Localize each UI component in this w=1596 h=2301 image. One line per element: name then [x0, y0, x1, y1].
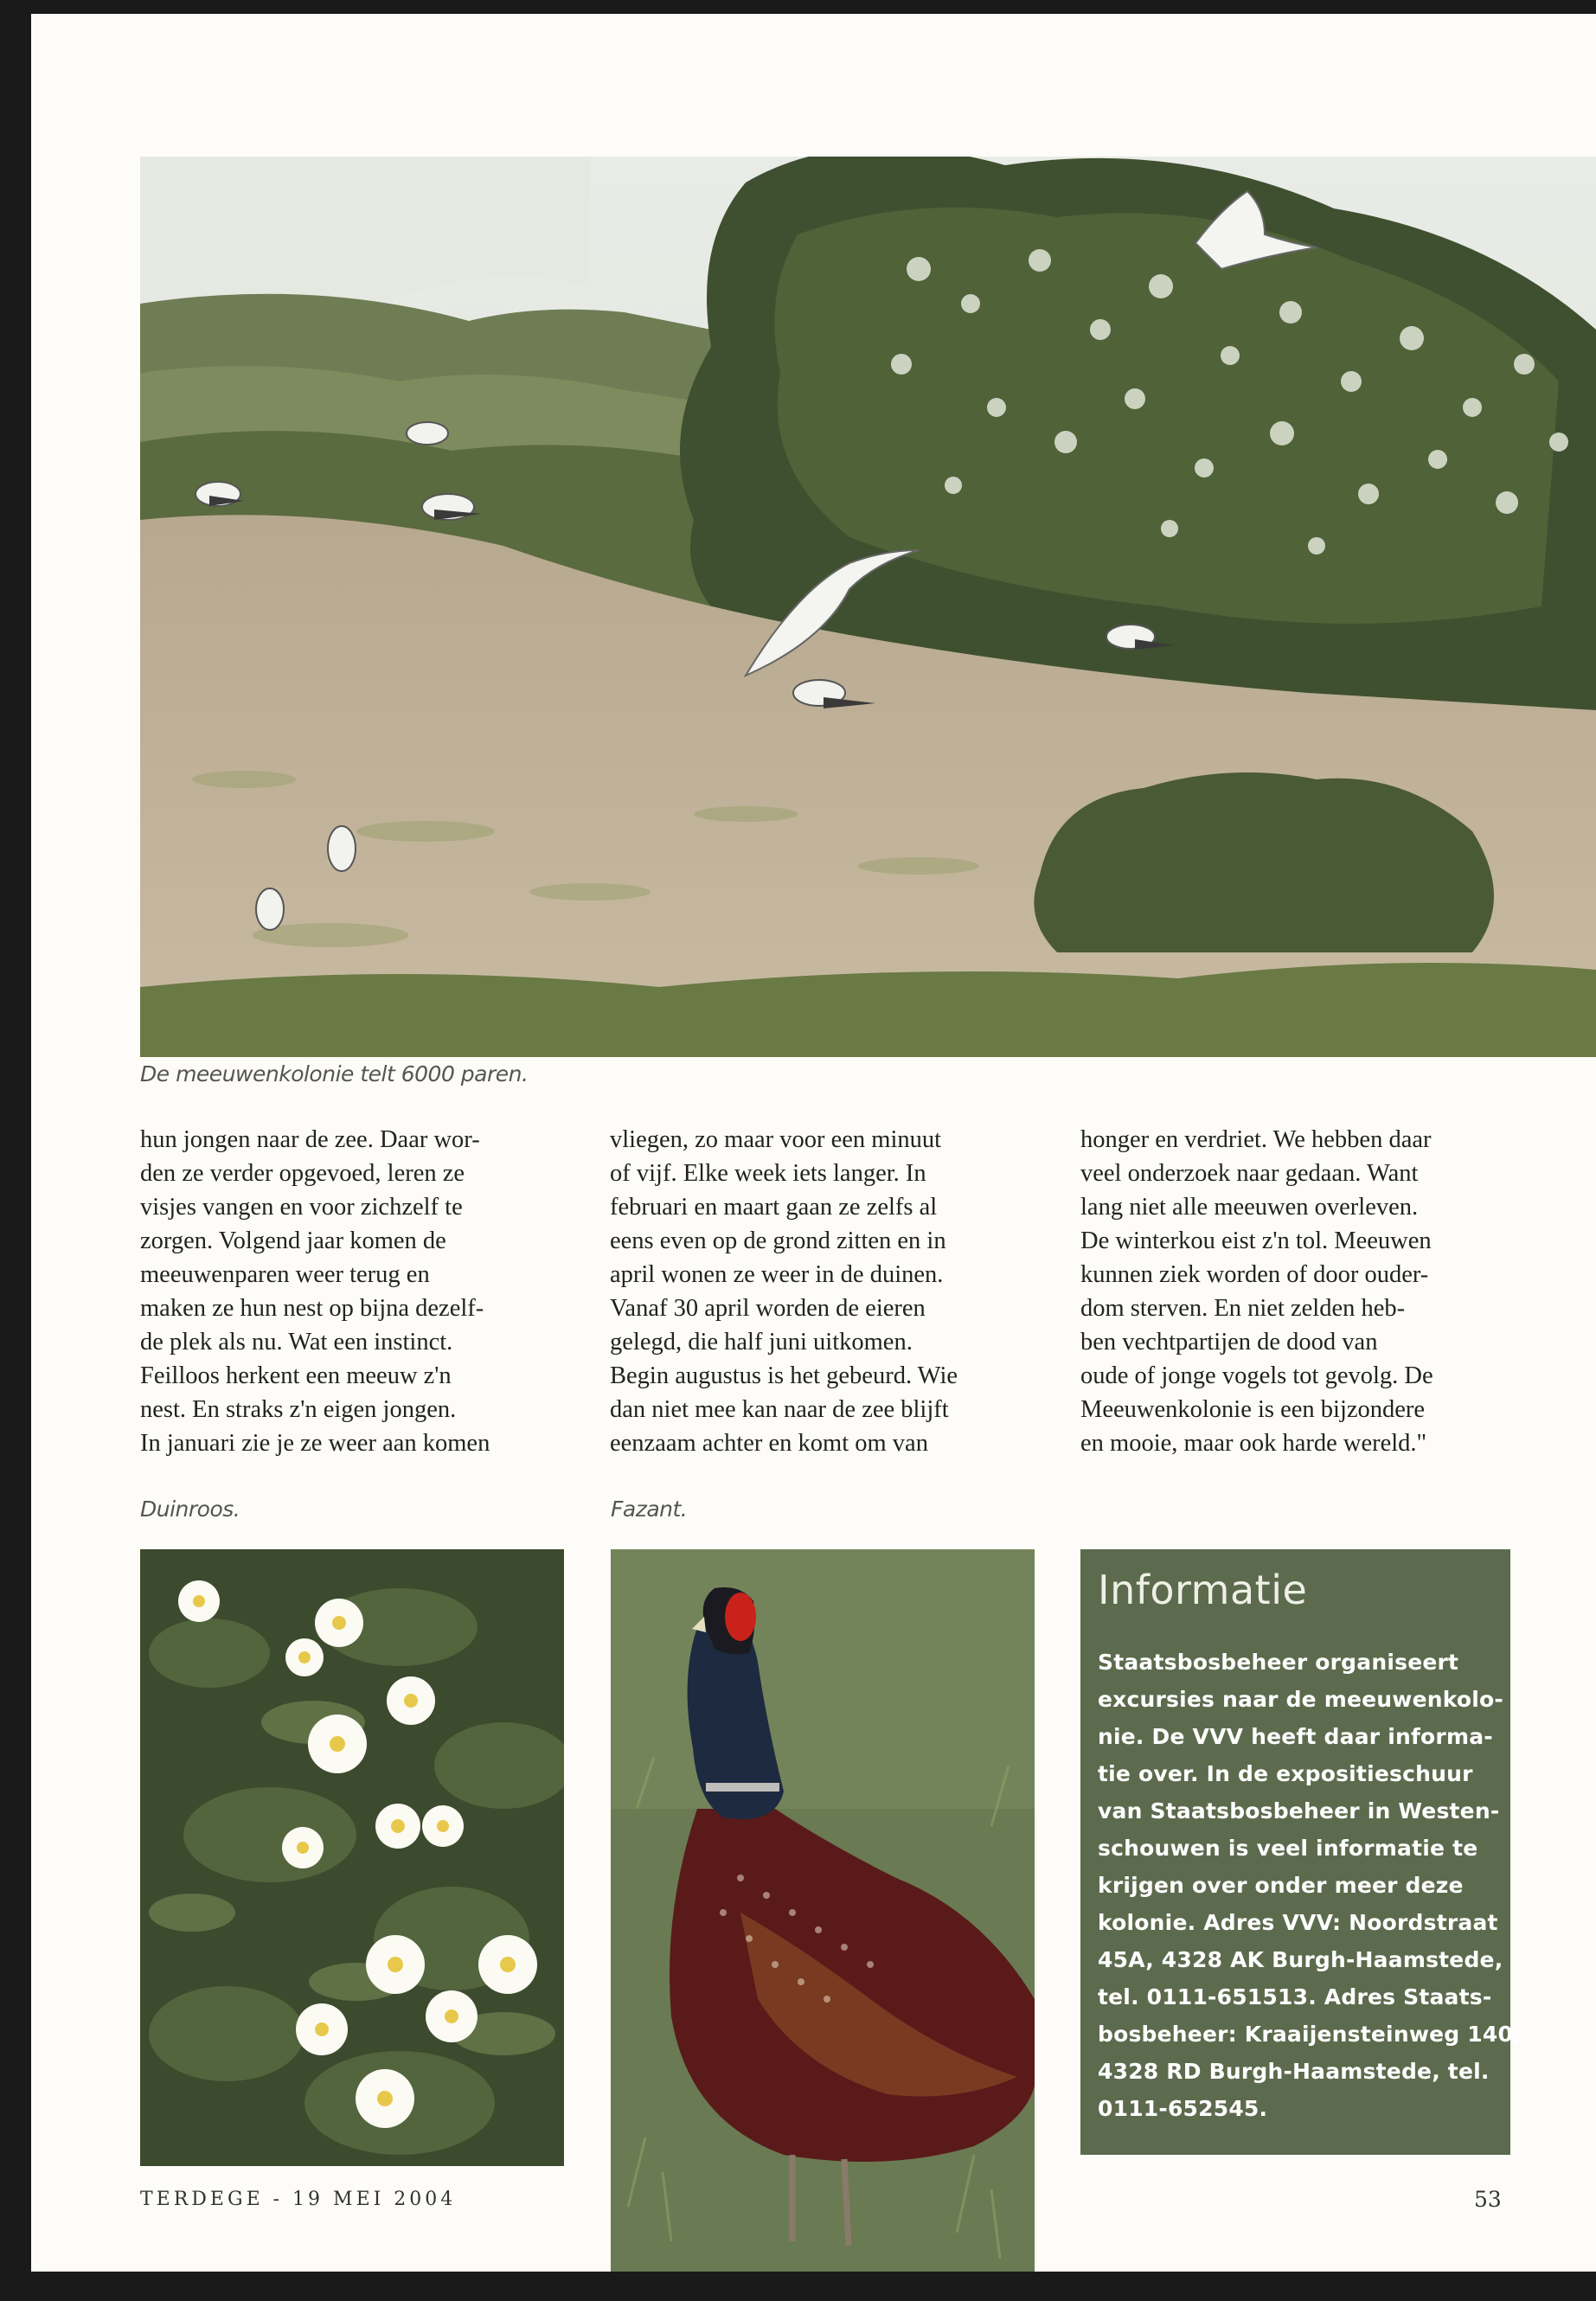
info-line: tel. 0111-651513. Adres Staats- — [1098, 1984, 1492, 2009]
text-line: de plek als nu. Wat een instinct. — [140, 1329, 453, 1356]
text-line: honger en verdriet. We hebben daar — [1080, 1126, 1432, 1153]
text-line: Meeuwenkolonie is een bijzondere — [1080, 1396, 1426, 1423]
text-line: en mooie, maar ook harde wereld." — [1080, 1430, 1427, 1457]
footer-publication-date: TERDEGE - 19 MEI 2004 — [140, 2189, 457, 2210]
text-line: eenzaam achter en komt om van — [610, 1430, 928, 1457]
info-line: nie. De VVV heeft daar informa- — [1098, 1724, 1493, 1749]
info-box-body — [1098, 1644, 1522, 2127]
info-line: krijgen over onder meer deze — [1098, 1873, 1464, 1898]
text-line: eens even op de grond zitten en in — [610, 1227, 946, 1254]
info-line: schouwen is veel informatie te — [1098, 1836, 1478, 1861]
text-line: of vijf. Elke week iets langer. In — [610, 1160, 926, 1187]
text-line: vliegen, zo maar voor een minuut — [610, 1126, 942, 1153]
text-column-2 — [610, 1123, 1060, 1460]
text-column-1 — [140, 1123, 590, 1460]
info-line: bosbeheer: Kraaijensteinweg 140, — [1098, 2022, 1522, 2047]
hero-caption: De meeuwenkolonie telt 6000 paren. — [140, 1061, 529, 1086]
text-line: zorgen. Volgend jaar komen de — [140, 1227, 446, 1254]
gull-colony-photo — [140, 157, 1596, 1057]
text-line: veel onderzoek naar gedaan. Want — [1080, 1160, 1419, 1187]
rose-caption: Duinroos. — [140, 1497, 240, 1522]
text-line: den ze verder opgevoed, leren ze — [140, 1160, 465, 1187]
text-line: In januari zie je ze weer aan komen — [140, 1430, 490, 1457]
text-line: kunnen ziek worden of door ouder- — [1080, 1261, 1429, 1288]
pheasant-photo — [611, 1549, 1035, 2272]
text-line: dan niet mee kan naar de zee blijft — [610, 1396, 949, 1423]
text-line: Begin augustus is het gebeurd. Wie — [610, 1362, 958, 1389]
info-line: 4328 RD Burgh-Haamstede, tel. — [1098, 2059, 1490, 2084]
magazine-page — [31, 14, 1596, 2272]
dune-rose-photo — [140, 1549, 564, 2166]
text-line: gelegd, die half juni uitkomen. — [610, 1329, 913, 1356]
info-line: Staatsbosbeheer organiseert — [1098, 1650, 1459, 1675]
info-line: 45A, 4328 AK Burgh-Haamstede, — [1098, 1947, 1503, 1972]
text-line: ben vechtpartijen de dood van — [1080, 1329, 1378, 1356]
info-line: tie over. In de expositieschuur — [1098, 1761, 1473, 1786]
text-line: februari en maart gaan ze zelfs al — [610, 1194, 938, 1221]
text-line: hun jongen naar de zee. Daar wor- — [140, 1126, 480, 1153]
info-line: kolonie. Adres VVV: Noordstraat — [1098, 1910, 1498, 1935]
info-line: excursies naar de meeuwenkolo- — [1098, 1687, 1504, 1712]
text-line: april wonen ze weer in de duinen. — [610, 1261, 944, 1288]
text-line: meeuwenparen weer terug en — [140, 1261, 430, 1288]
pheasant-caption: Fazant. — [611, 1497, 688, 1522]
text-line: De winterkou eist z'n tol. Meeuwen — [1080, 1227, 1432, 1254]
page-number: 53 — [1474, 2187, 1502, 2212]
text-column-3 — [1080, 1123, 1530, 1460]
info-line: van Staatsbosbeheer in Westen- — [1098, 1798, 1500, 1823]
text-line: lang niet alle meeuwen overleven. — [1080, 1194, 1419, 1221]
text-line: maken ze hun nest op bijna dezelf- — [140, 1295, 484, 1322]
text-line: visjes vangen en voor zichzelf te — [140, 1194, 463, 1221]
text-line: nest. En straks z'n eigen jongen. — [140, 1396, 457, 1423]
info-box-title: Informatie — [1098, 1567, 1308, 1613]
text-line: Feilloos herkent een meeuw z'n — [140, 1362, 452, 1389]
text-line: oude of jonge vogels tot gevolg. De — [1080, 1362, 1433, 1389]
text-line: dom sterven. En niet zelden heb- — [1080, 1295, 1406, 1322]
info-line: 0111-652545. — [1098, 2096, 1268, 2121]
text-line: Vanaf 30 april worden de eieren — [610, 1295, 926, 1322]
info-box — [1080, 1549, 1522, 2155]
